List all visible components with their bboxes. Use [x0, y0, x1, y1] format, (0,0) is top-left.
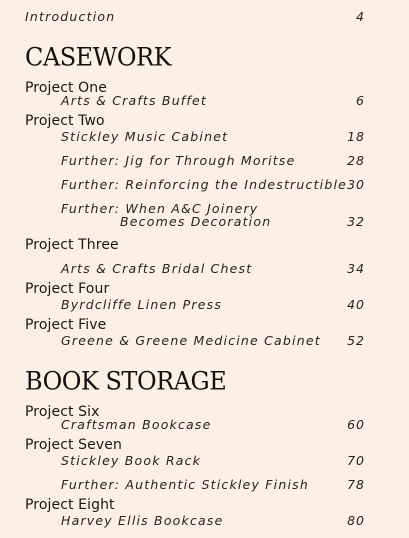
toc-entry[interactable] — [0, 418, 409, 434]
toc-entry[interactable] — [0, 454, 409, 470]
entry-page: 6 — [356, 93, 365, 108]
entry-page: 34 — [347, 261, 365, 276]
toc-entry[interactable] — [0, 478, 409, 494]
toc-entry[interactable] — [0, 334, 409, 350]
entry-title: Introduction — [25, 9, 116, 24]
entry-page: 4 — [356, 9, 365, 24]
toc-entry-introduction[interactable] — [0, 10, 409, 26]
entry-page: 32 — [347, 214, 365, 229]
toc-entry[interactable] — [0, 262, 409, 278]
entry-title: Stickley Book Rack — [61, 453, 202, 468]
toc-entry[interactable] — [0, 514, 409, 530]
entry-page: 80 — [347, 513, 365, 528]
entry-page: 70 — [347, 453, 365, 468]
entry-title: Arts & Crafts Buffet — [61, 93, 208, 108]
project-title: Project Three — [25, 237, 119, 253]
toc-entry[interactable] — [0, 130, 409, 146]
entry-page: 30 — [347, 177, 365, 192]
entry-title: Further: Reinforcing the Indestructible — [61, 177, 348, 192]
entry-page: 18 — [347, 129, 365, 144]
entry-page: 28 — [347, 153, 365, 168]
entry-title: Further: Jig for Through Moritse — [61, 153, 296, 168]
entry-title-continued: Becomes Decoration — [120, 214, 272, 229]
entry-title: Greene & Greene Medicine Cabinet — [61, 333, 321, 348]
section-title-casework: CASEWORK — [25, 42, 171, 72]
project-title: Project Four — [25, 281, 110, 297]
entry-page: 52 — [347, 333, 365, 348]
entry-title: Byrdcliffe Linen Press — [61, 297, 223, 312]
project-title: Project Eight — [25, 497, 115, 513]
project-title: Project Seven — [25, 437, 122, 453]
project-title: Project Two — [25, 113, 105, 129]
entry-title: Arts & Crafts Bridal Chest — [61, 261, 253, 276]
toc-entry[interactable] — [0, 202, 409, 232]
project-title: Project Five — [25, 317, 107, 333]
toc-entry[interactable] — [0, 154, 409, 170]
entry-title: Craftsman Bookcase — [61, 417, 212, 432]
entry-page: 60 — [347, 417, 365, 432]
project-title: Project One — [25, 80, 107, 96]
toc-entry[interactable] — [0, 94, 409, 110]
project-title: Project Six — [25, 404, 100, 420]
entry-page: 78 — [347, 477, 365, 492]
entry-title: Further: Authentic Stickley Finish — [61, 477, 309, 492]
entry-title: Harvey Ellis Bookcase — [61, 513, 224, 528]
entry-page: 40 — [347, 297, 365, 312]
toc-entry[interactable] — [0, 178, 409, 194]
entry-title: Stickley Music Cabinet — [61, 129, 229, 144]
toc-entry[interactable] — [0, 298, 409, 314]
section-title-book-storage: BOOK STORAGE — [25, 366, 227, 396]
entry-title: Further: When A&C Joinery — [61, 201, 259, 216]
